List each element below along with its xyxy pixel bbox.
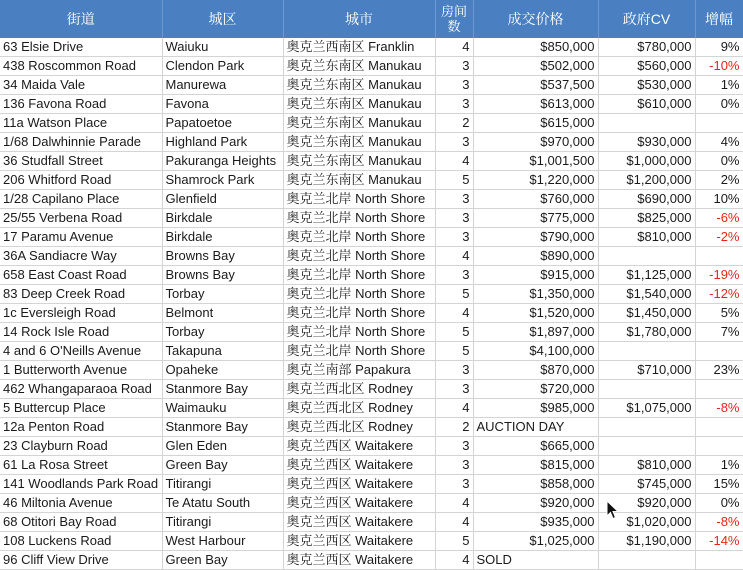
cell-growth[interactable]: -12% [695,285,743,304]
cell-government-cv[interactable]: $1,020,000 [598,513,695,532]
cell-growth[interactable]: 0% [695,95,743,114]
cell-rooms[interactable]: 4 [435,304,473,323]
table-row [0,513,743,532]
table-row [0,323,743,342]
cell-rooms[interactable]: 4 [435,551,473,570]
cell-city[interactable]: 奥克兰东南区 Manukau [283,57,435,76]
cell-street[interactable]: 23 Clayburn Road [0,437,162,456]
cell-government-cv[interactable] [598,342,695,361]
cell-sale-price[interactable]: $1,520,000 [473,304,598,323]
table-row [0,304,743,323]
cell-rooms[interactable]: 5 [435,171,473,190]
table-row [0,209,743,228]
header-city[interactable]: 城市 [283,0,435,38]
cell-suburb[interactable]: Stanmore Bay [162,418,283,437]
cell-growth[interactable] [695,551,743,570]
cell-sale-price[interactable]: $1,897,000 [473,323,598,342]
cell-rooms[interactable]: 2 [435,114,473,133]
cell-city[interactable]: 奥克兰东南区 Manukau [283,133,435,152]
cell-growth[interactable] [695,114,743,133]
cell-city[interactable]: 奥克兰北岸 North Shore [283,190,435,209]
cell-growth[interactable]: 15% [695,475,743,494]
cell-street[interactable]: 658 East Coast Road [0,266,162,285]
table-row [0,494,743,513]
cell-suburb[interactable]: Shamrock Park [162,171,283,190]
cell-street[interactable]: 5 Buttercup Place [0,399,162,418]
cell-rooms[interactable]: 3 [435,361,473,380]
cell-growth[interactable]: 23% [695,361,743,380]
cell-suburb[interactable]: Stanmore Bay [162,380,283,399]
cell-rooms[interactable]: 3 [435,228,473,247]
cell-city[interactable]: 奥克兰西北区 Rodney [283,399,435,418]
cell-government-cv[interactable]: $690,000 [598,190,695,209]
cell-sale-price[interactable]: AUCTION DAY [473,418,598,437]
cell-growth[interactable]: 1% [695,456,743,475]
cell-sale-price[interactable]: $760,000 [473,190,598,209]
cell-growth[interactable]: 2% [695,171,743,190]
cell-government-cv[interactable]: $745,000 [598,475,695,494]
cell-sale-price[interactable]: $815,000 [473,456,598,475]
cell-street[interactable]: 1/28 Capilano Place [0,190,162,209]
header-sale-price[interactable]: 成交价格 [473,0,598,38]
cell-government-cv[interactable]: $1,540,000 [598,285,695,304]
cell-city[interactable]: 奥克兰北岸 North Shore [283,304,435,323]
cell-growth[interactable]: -10% [695,57,743,76]
cell-suburb[interactable]: Te Atatu South [162,494,283,513]
cell-rooms[interactable]: 3 [435,133,473,152]
cell-rooms[interactable]: 3 [435,190,473,209]
cell-suburb[interactable]: Green Bay [162,456,283,475]
cell-city[interactable]: 奥克兰东南区 Manukau [283,114,435,133]
cell-city[interactable]: 奥克兰南部 Papakura [283,361,435,380]
table-row [0,247,743,266]
cell-street[interactable]: 1c Eversleigh Road [0,304,162,323]
table-row [0,152,743,171]
cell-suburb[interactable]: Opaheke [162,361,283,380]
cell-government-cv[interactable]: $825,000 [598,209,695,228]
table-row [0,399,743,418]
cell-street[interactable]: 136 Favona Road [0,95,162,114]
table-row [0,532,743,551]
cell-government-cv[interactable]: $810,000 [598,228,695,247]
cell-suburb[interactable]: Browns Bay [162,247,283,266]
cell-sale-price[interactable]: SOLD [473,551,598,570]
cell-street[interactable]: 96 Cliff View Drive [0,551,162,570]
cell-growth[interactable] [695,418,743,437]
cell-rooms[interactable]: 3 [435,380,473,399]
cell-sale-price[interactable]: $970,000 [473,133,598,152]
table-row [0,475,743,494]
cell-suburb[interactable]: Torbay [162,323,283,342]
cell-city[interactable]: 奥克兰东南区 Manukau [283,95,435,114]
cell-suburb[interactable]: Manurewa [162,76,283,95]
cell-government-cv[interactable]: $1,780,000 [598,323,695,342]
cell-rooms[interactable]: 4 [435,399,473,418]
cell-rooms[interactable]: 4 [435,513,473,532]
cell-sale-price[interactable]: $775,000 [473,209,598,228]
cell-sale-price[interactable]: $720,000 [473,380,598,399]
cell-government-cv[interactable]: $530,000 [598,76,695,95]
cell-city[interactable]: 奥克兰东南区 Manukau [283,152,435,171]
cell-suburb[interactable]: Waimauku [162,399,283,418]
cell-street[interactable]: 17 Paramu Avenue [0,228,162,247]
cell-street[interactable]: 108 Luckens Road [0,532,162,551]
cell-rooms[interactable]: 5 [435,342,473,361]
cell-government-cv[interactable] [598,437,695,456]
cell-street[interactable]: 438 Roscommon Road [0,57,162,76]
cell-growth[interactable]: 4% [695,133,743,152]
cell-government-cv[interactable]: $1,450,000 [598,304,695,323]
cell-government-cv[interactable]: $780,000 [598,38,695,57]
cell-growth[interactable]: -8% [695,399,743,418]
cell-rooms[interactable]: 2 [435,418,473,437]
header-street[interactable]: 街道 [0,0,162,38]
cell-sale-price[interactable]: $502,000 [473,57,598,76]
cell-street[interactable]: 25/55 Verbena Road [0,209,162,228]
cell-city[interactable]: 奥克兰西南区 Franklin [283,38,435,57]
cell-rooms[interactable]: 3 [435,266,473,285]
cell-sale-price[interactable]: $1,001,500 [473,152,598,171]
cell-growth[interactable]: -2% [695,228,743,247]
table-row [0,437,743,456]
cell-suburb[interactable]: West Harbour [162,532,283,551]
cell-street[interactable]: 83 Deep Creek Road [0,285,162,304]
cell-sale-price[interactable]: $613,000 [473,95,598,114]
cell-government-cv[interactable] [598,418,695,437]
cell-city[interactable]: 奥克兰北岸 North Shore [283,285,435,304]
cell-growth[interactable]: 0% [695,494,743,513]
cell-city[interactable]: 奥克兰西区 Waitakere [283,456,435,475]
cell-growth[interactable]: 9% [695,38,743,57]
cell-suburb[interactable]: Papatoetoe [162,114,283,133]
cell-rooms[interactable]: 5 [435,532,473,551]
cell-suburb[interactable]: Birkdale [162,228,283,247]
cell-sale-price[interactable]: $615,000 [473,114,598,133]
cell-sale-price[interactable]: $665,000 [473,437,598,456]
cell-city[interactable]: 奥克兰西北区 Rodney [283,418,435,437]
cell-sale-price[interactable]: $858,000 [473,475,598,494]
cell-suburb[interactable]: Glen Eden [162,437,283,456]
cell-suburb[interactable]: Pakuranga Heights [162,152,283,171]
cell-city[interactable]: 奥克兰西区 Waitakere [283,475,435,494]
cell-rooms[interactable]: 3 [435,57,473,76]
cell-street[interactable]: 12a Penton Road [0,418,162,437]
cell-growth[interactable]: -14% [695,532,743,551]
cell-sale-price[interactable]: $850,000 [473,38,598,57]
cell-sale-price[interactable]: $890,000 [473,247,598,266]
cell-street[interactable]: 34 Maida Vale [0,76,162,95]
cell-rooms[interactable]: 3 [435,209,473,228]
table-row [0,228,743,247]
cell-suburb[interactable]: Titirangi [162,513,283,532]
cell-government-cv[interactable] [598,380,695,399]
cell-growth[interactable]: 10% [695,190,743,209]
header-row [0,0,743,38]
cell-suburb[interactable]: Highland Park [162,133,283,152]
cell-city[interactable]: 奥克兰东南区 Manukau [283,76,435,95]
cell-street[interactable]: 36A Sandiacre Way [0,247,162,266]
table-row [0,342,743,361]
cell-suburb[interactable]: Waiuku [162,38,283,57]
cell-sale-price[interactable]: $935,000 [473,513,598,532]
header-rooms[interactable] [435,0,473,38]
cell-growth[interactable]: -8% [695,513,743,532]
cell-suburb[interactable]: Belmont [162,304,283,323]
cell-growth[interactable]: -6% [695,209,743,228]
table-row [0,38,743,57]
table-row [0,266,743,285]
cell-suburb[interactable]: Torbay [162,285,283,304]
cell-growth[interactable]: 0% [695,152,743,171]
cell-government-cv[interactable]: $1,000,000 [598,152,695,171]
table-row [0,190,743,209]
cell-city[interactable]: 奥克兰北岸 North Shore [283,209,435,228]
cell-sale-price[interactable]: $1,220,000 [473,171,598,190]
cell-city[interactable]: 奥克兰西区 Waitakere [283,494,435,513]
cell-sale-price[interactable]: $985,000 [473,399,598,418]
cell-rooms[interactable]: 3 [435,475,473,494]
cell-street[interactable]: 11a Watson Place [0,114,162,133]
header-growth[interactable]: 增幅 [695,0,743,38]
header-suburb[interactable]: 城区 [162,0,283,38]
table-row [0,551,743,570]
table-row [0,285,743,304]
table-row [0,76,743,95]
cell-growth[interactable]: 5% [695,304,743,323]
cell-suburb[interactable]: Birkdale [162,209,283,228]
cell-street[interactable]: 462 Whangaparaoa Road [0,380,162,399]
cell-government-cv[interactable]: $710,000 [598,361,695,380]
cell-government-cv[interactable]: $1,190,000 [598,532,695,551]
cell-sale-price[interactable]: $537,500 [473,76,598,95]
cell-city[interactable]: 奥克兰北岸 North Shore [283,228,435,247]
cell-city[interactable]: 奥克兰北岸 North Shore [283,323,435,342]
cell-street[interactable]: 61 La Rosa Street [0,456,162,475]
cell-street[interactable]: 4 and 6 O'Neills Avenue [0,342,162,361]
cell-street[interactable]: 68 Otitori Bay Road [0,513,162,532]
cell-city[interactable]: 奥克兰西区 Waitakere [283,532,435,551]
table-row [0,418,743,437]
cell-rooms[interactable]: 4 [435,38,473,57]
cell-government-cv[interactable]: $930,000 [598,133,695,152]
table-row [0,456,743,475]
table-row [0,133,743,152]
cell-sale-price[interactable]: $1,025,000 [473,532,598,551]
table-row [0,95,743,114]
table-row [0,114,743,133]
header-government-cv[interactable]: 政府CV [598,0,695,38]
cell-suburb[interactable]: Clendon Park [162,57,283,76]
cell-government-cv[interactable] [598,114,695,133]
cell-suburb[interactable]: Titirangi [162,475,283,494]
cell-city[interactable]: 奥克兰北岸 North Shore [283,342,435,361]
cell-growth[interactable]: 7% [695,323,743,342]
cell-rooms[interactable]: 4 [435,494,473,513]
cell-city[interactable]: 奥克兰西区 Waitakere [283,551,435,570]
cell-street[interactable]: 206 Whitford Road [0,171,162,190]
table-row [0,57,743,76]
cell-city[interactable]: 奥克兰西区 Waitakere [283,513,435,532]
cell-street[interactable]: 14 Rock Isle Road [0,323,162,342]
cell-rooms[interactable]: 3 [435,76,473,95]
table-row [0,380,743,399]
cell-government-cv[interactable] [598,551,695,570]
cell-rooms[interactable]: 5 [435,285,473,304]
cell-growth[interactable] [695,380,743,399]
cell-city[interactable]: 奥克兰北岸 North Shore [283,247,435,266]
cell-rooms[interactable]: 3 [435,456,473,475]
header-rooms-text: 房间 数 [440,4,467,34]
table-row [0,171,743,190]
cell-rooms[interactable]: 4 [435,247,473,266]
cell-government-cv[interactable] [598,247,695,266]
cell-sale-price[interactable]: $1,350,000 [473,285,598,304]
cell-street[interactable]: 36 Studfall Street [0,152,162,171]
table-body [0,38,743,570]
cell-suburb[interactable]: Favona [162,95,283,114]
cell-sale-price[interactable]: $915,000 [473,266,598,285]
cell-city[interactable]: 奥克兰西区 Waitakere [283,437,435,456]
cell-city[interactable]: 奥克兰北岸 North Shore [283,266,435,285]
cell-government-cv[interactable]: $610,000 [598,95,695,114]
cell-rooms[interactable]: 5 [435,323,473,342]
cell-government-cv[interactable]: $1,125,000 [598,266,695,285]
table-row [0,361,743,380]
mouse-pointer-icon [606,500,620,520]
cell-city[interactable]: 奥克兰西北区 Rodney [283,380,435,399]
cell-rooms[interactable]: 4 [435,152,473,171]
cell-street[interactable]: 63 Elsie Drive [0,38,162,57]
cell-sale-price[interactable]: $920,000 [473,494,598,513]
cell-suburb[interactable]: Browns Bay [162,266,283,285]
cell-street[interactable]: 1 Butterworth Avenue [0,361,162,380]
cell-city[interactable]: 奥克兰东南区 Manukau [283,171,435,190]
cell-growth[interactable] [695,437,743,456]
cell-street[interactable]: 141 Woodlands Park Road [0,475,162,494]
cell-government-cv[interactable]: $1,075,000 [598,399,695,418]
cell-suburb[interactable]: Takapuna [162,342,283,361]
cell-growth[interactable] [695,342,743,361]
cell-rooms[interactable]: 3 [435,437,473,456]
cell-government-cv[interactable]: $920,000 [598,494,695,513]
cell-government-cv[interactable]: $560,000 [598,57,695,76]
cell-suburb[interactable]: Glenfield [162,190,283,209]
cell-suburb[interactable]: Green Bay [162,551,283,570]
cell-government-cv[interactable]: $1,200,000 [598,171,695,190]
cell-street[interactable]: 46 Miltonia Avenue [0,494,162,513]
cell-street[interactable]: 1/68 Dalwhinnie Parade [0,133,162,152]
cell-growth[interactable] [695,247,743,266]
cell-sale-price[interactable]: $870,000 [473,361,598,380]
cell-sale-price[interactable]: $790,000 [473,228,598,247]
cell-rooms[interactable]: 3 [435,95,473,114]
cell-growth[interactable]: -19% [695,266,743,285]
cell-growth[interactable]: 1% [695,76,743,95]
cell-sale-price[interactable]: $4,100,000 [473,342,598,361]
cell-government-cv[interactable]: $810,000 [598,456,695,475]
